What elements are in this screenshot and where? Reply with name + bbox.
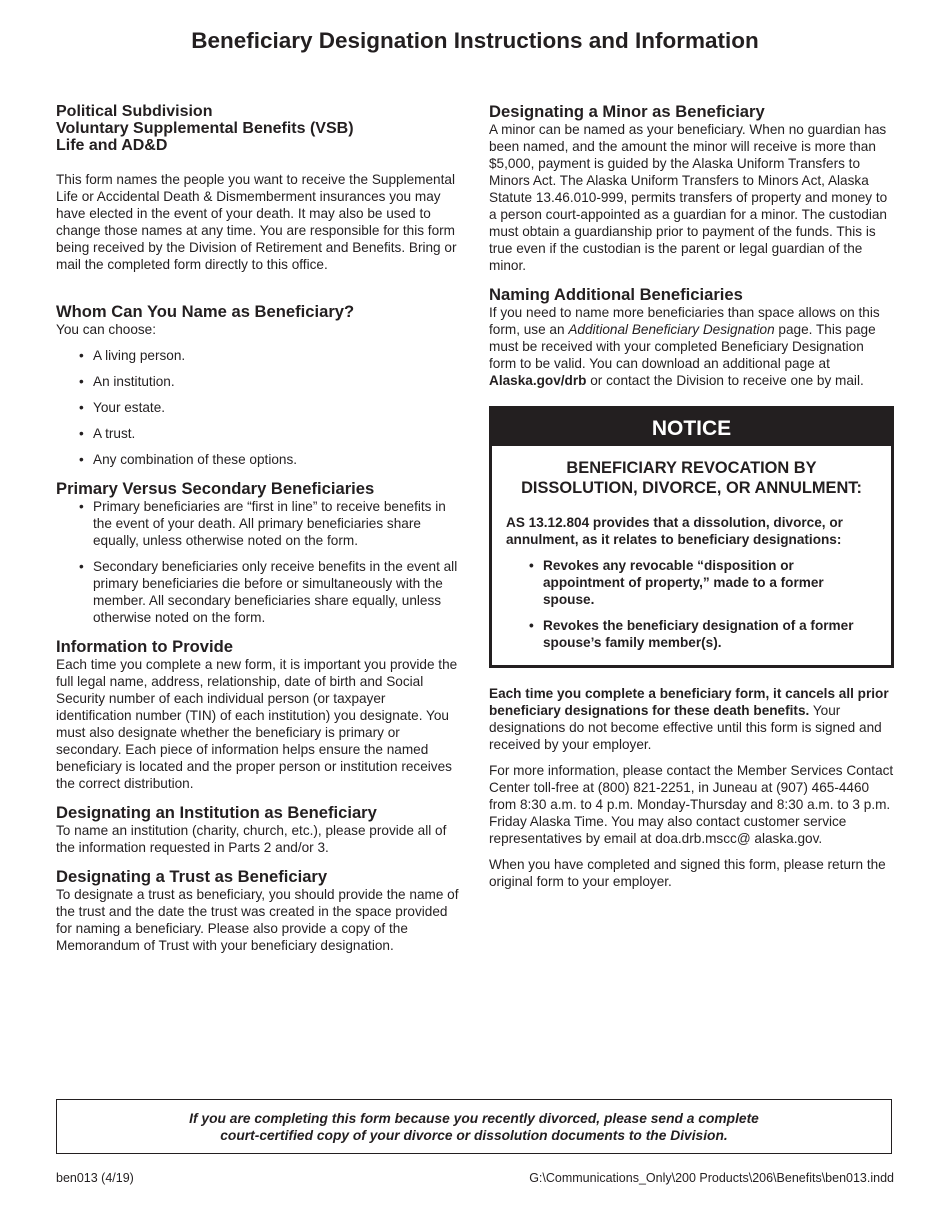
whom-heading: Whom Can You Name as Beneficiary? — [56, 302, 355, 321]
list-item: • Primary beneficiaries are “first in line” to receive benefits in the event of your death. All primary beneficiaries share equally, unless otherwise noted on the form. — [56, 498, 462, 549]
additional-heading: Naming Additional Beneficiaries — [489, 285, 743, 304]
left-column — [56, 103, 462, 954]
drb-link[interactable]: Alaska.gov/drb — [489, 373, 587, 388]
info-provide-heading: Information to Provide — [56, 637, 234, 656]
intro-body: This form names the people you want to receive the Supplemental Life or Accidental Death & Dismemberment insurances you may have elected in the event of your death. It may also be used to change those names at any time. You are responsible for this form being received by the Division of Retirement and Benefits. Bring or mail the completed form directly to this office. — [56, 172, 457, 272]
whom-list — [56, 347, 462, 468]
list-item: • Revokes the beneficiary designation of a former spouse’s family member(s). — [506, 617, 877, 651]
list-item: • Revokes any revocable “disposition or appointment of property,” made to a former spouse. — [506, 557, 877, 608]
additional-text: or contact the Division to receive one by mail. — [586, 373, 864, 388]
intro-heading-line: Life and AD&D — [56, 137, 168, 154]
list-item: • Secondary beneficiaries only receive benefits in the event all primary beneficiaries die before or simultaneously with the member. All secondary beneficiaries share equally, unless otherwise noted on the form. — [56, 558, 462, 626]
divorce-notice-line: court-certified copy of your divorce or dissolution documents to the Division. — [220, 1128, 728, 1143]
notice-subtitle-line: BENEFICIARY REVOCATION BY — [566, 459, 817, 477]
list-item: • A trust. — [56, 425, 462, 442]
notice-body — [492, 446, 891, 665]
list-item: • Any combination of these options. — [56, 451, 462, 468]
notice-box — [489, 406, 894, 668]
additional-body — [489, 304, 894, 389]
intro-heading-line: Political Subdivision — [56, 103, 213, 120]
notice-header: NOTICE — [492, 409, 891, 446]
primary-secondary-heading: Primary Versus Secondary Beneficiaries — [56, 479, 375, 498]
notice-subtitle-line: DISSOLUTION, DIVORCE, OR ANNULMENT: — [521, 479, 862, 497]
trust-body: To designate a trust as beneficiary, you should provide the name of the trust and the date the trust was created in the space provided for naming a beneficiary. Please also provide a copy of the Memorandum of Trust with your beneficiary designation. — [56, 887, 459, 953]
additional-text: page. This page must be received with your completed Beneficiary Designation form to be valid. You can download an additional page at — [489, 322, 876, 371]
minor-heading: Designating a Minor as Beneficiary — [489, 102, 765, 121]
list-item: • A living person. — [56, 347, 462, 364]
divorce-notice-line: If you are completing this form because you recently divorced, please send a complete — [189, 1111, 759, 1126]
right-column — [489, 103, 894, 890]
return-paragraph: When you have completed and signed this form, please return the original form to your employer. — [489, 857, 886, 889]
intro-heading — [56, 103, 462, 154]
institution-heading: Designating an Institution as Beneficiary — [56, 803, 377, 822]
institution-body: To name an institution (charity, church, etc.), please provide all of the information requested in Parts 2 and/or 3. — [56, 823, 447, 855]
notice-lead: AS 13.12.804 provides that a dissolution, divorce, or annulment, as it relates to beneficiary designations: — [506, 515, 843, 547]
file-path: G:\Communications_Only\200 Products\206\Benefits\ben013.indd — [529, 1171, 894, 1185]
list-item: • An institution. — [56, 373, 462, 390]
notice-list — [506, 557, 877, 651]
list-item: • Your estate. — [56, 399, 462, 416]
notice-subtitle — [506, 458, 877, 498]
additional-text: If you need to name more beneficiaries than space allows on this form, use an — [489, 305, 880, 337]
minor-body: A minor can be named as your beneficiary. When no guardian has been named, and the amount the minor will receive is more than $5,000, payment is guided by the Alaska Uniform Transfers to Minors Act. The Alaska Uniform Transfers to Minors Act, Alaska Statute 13.46.010-999, permits transfers of property and money to a person court-appointed as a guardian for a minor. The custodian must obtain a guardianship prior to payment of the funds. This is true even if the custodian is the parent or legal guardian of the minor. — [489, 122, 888, 273]
info-provide-body: Each time you complete a new form, it is important you provide the full legal name, address, relationship, date of birth and Social Security number of each individual person (or taxpayer identification number (TIN) of each institution) you designate. You must also designate whether the beneficiary is primary or secondary. Each piece of information helps ensure the named beneficiary is located and the proper person or institution receives the correct distribution. — [56, 657, 458, 791]
form-id: ben013 (4/19) — [56, 1171, 134, 1185]
trust-heading: Designating a Trust as Beneficiary — [56, 867, 328, 886]
cancel-paragraph — [489, 685, 894, 753]
whom-lead: You can choose: — [56, 322, 157, 337]
intro-heading-line: Voluntary Supplemental Benefits (VSB) — [56, 120, 354, 137]
contact-paragraph: For more information, please contact the Member Services Contact Center toll-free at (800) 821-2251, in Juneau at (907) 465-4460 from 8:30 a.m. to 4 p.m. Monday-Thursday and 8:30 a.m. to 3 p.m. Friday Alaska Time. You may also contact customer service representatives by email at doa.drb.mscc@ alaska.gov. — [489, 763, 894, 846]
divorce-notice-box — [56, 1099, 892, 1154]
primary-secondary-list — [56, 498, 462, 626]
cancel-bold: Each time you complete a beneficiary form, it cancels all prior beneficiary designations for these death benefits. — [489, 686, 889, 718]
additional-form-name: Additional Beneficiary Designation — [568, 322, 775, 337]
cancel-rest: Your designations do not become effective until this form is signed and received by your employer. — [489, 703, 882, 752]
page-title: Beneficiary Designation Instructions and Information — [191, 28, 759, 53]
